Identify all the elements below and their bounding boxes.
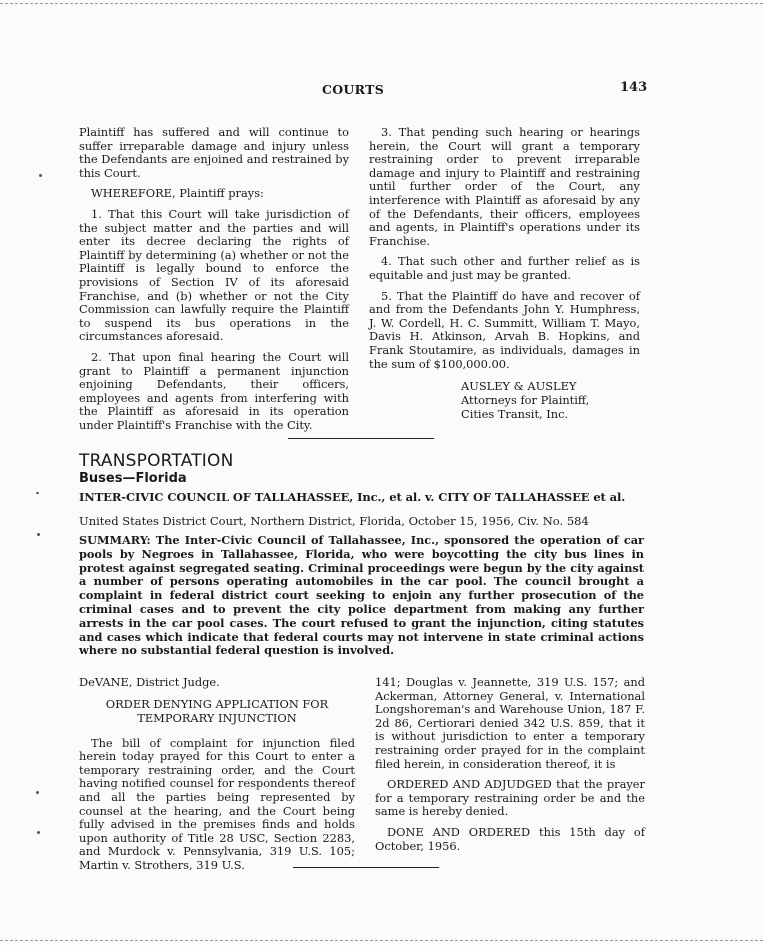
- opinion-left-column: [79, 676, 355, 880]
- paragraph: WHEREFORE, Plaintiff prays:: [91, 186, 264, 201]
- order-heading-line1: ORDER DENYING APPLICATION FOR: [105, 696, 329, 711]
- opinion-right-column: [375, 676, 645, 860]
- case-citation: United States District Court, Northern District, Florida, October 15, 1956, Civ. No. 584: [79, 514, 589, 528]
- running-head: COURTS: [322, 82, 385, 97]
- signature-client: Cities Transit, Inc.: [461, 407, 569, 422]
- judge-name: DeVANE, District Judge.: [79, 675, 220, 689]
- section-subtitle: Buses—Florida: [79, 471, 187, 486]
- scan-speck: [37, 831, 40, 834]
- scan-speck: [36, 492, 39, 494]
- section-title: TRANSPORTATION: [79, 451, 234, 471]
- signature-firm: AUSLEY & AUSLEY: [461, 379, 577, 394]
- order-heading: [79, 697, 355, 725]
- page-top-edge: [0, 3, 763, 4]
- paragraph: 5. That the Plaintiff do have and recover of and from the Defendants John Y. Humphress, J. W. Cordell, H. C. Summitt, William T. Mayo, Davis H. Atkinson, Arvah B. Hopkins, and Frank Stoutamire, as individuals, damages in the sum of $100,000.00.: [369, 288, 640, 371]
- end-divider: [293, 867, 439, 868]
- top-left-column: [79, 126, 349, 439]
- case-title: INTER-CIVIC COUNCIL OF TALLAHASSEE, Inc., et al. v. CITY OF TALLAHASSEE et al.: [79, 490, 626, 504]
- paragraph: ORDERED AND ADJUDGED that the prayer for a temporary restraining order be and the same is hereby denied.: [375, 777, 645, 819]
- paragraph: 141; Douglas v. Jeannette, 319 U.S. 157; and Ackerman, Attorney General, v. International Longshoreman's and Warehouse Union, 187 F. 2d 86, Certiorari denied 342 U.S. 859, that it is without jurisdiction to enter a temporary restraining order prayed for in the complaint filed herein, in consideration thereof, it is: [375, 675, 645, 771]
- scan-speck: [39, 174, 42, 177]
- case-summary: SUMMARY: The Inter-Civic Council of Tallahassee, Inc., sponsored the operation of car pools by Negroes in Tallahassee, Florida, who were boycotting the city bus lines in protest against segregated seating. Criminal proceedings were begun by the city against a number of persons operating automobiles in the car pool. The council brought a complaint in federal district court seeking to enjoin any further prosecution of the criminal cases and to prevent the city police department from making any further arrests in the car pool cases. The court refused to grant the injunction, citing statutes and cases which indicate that federal courts may not intervene in state criminal actions where no substantial federal question is involved.: [79, 533, 644, 658]
- paragraph: Plaintiff has suffered and will continue to suffer irreparable damage and injury unless the Defendants are enjoined and restrained by this Court.: [79, 125, 349, 180]
- paragraph: 2. That upon final hearing the Court will grant to Plaintiff a permanent injunction enjoining Defendants, their officers, employees and agents from interfering with the Plaintiff as aforesaid in its operation under Plaintiff's Franchise with the City.: [79, 349, 349, 432]
- paragraph: The bill of complaint for injunction filed herein today prayed for this Court to enter a temporary restraining order, and the Court having notified counsel for respondents thereof and all the parties being represented by counsel at the hearing, and the Court being fully advised in the premises finds and holds upon authority of Title 28 USC, Section 2283, and Murdock v. Pennsylvania, 319 U.S. 105; Martin v. Strothers, 319 U.S.: [79, 735, 355, 872]
- page-number: 143: [620, 80, 648, 95]
- paragraph: 1. That this Court will take jurisdiction of the subject matter and the parties and will enter its decree declaring the rights of Plaintiff by determining (a) whether or not the Plaintiff is legally bound to enforce the provisions of Section IV of its aforesaid Franchise, and (b) whether or not the City Commission can lawfully require the Plaintiff to suspend its bus operations in the circumstances aforesaid.: [79, 206, 349, 344]
- scan-speck: [36, 791, 39, 794]
- order-heading-line2: TEMPORARY INJUNCTION: [137, 710, 297, 725]
- scan-speck: [37, 533, 40, 536]
- page-bottom-edge: [0, 940, 763, 941]
- paragraph: 4. That such other and further relief as is equitable and just may be granted.: [369, 254, 640, 282]
- signature-block: [461, 379, 640, 421]
- section-divider: [288, 438, 434, 439]
- paragraph: DONE AND ORDERED this 15th day of October, 1956.: [375, 824, 645, 853]
- signature-role: Attorneys for Plaintiff,: [461, 393, 590, 408]
- paragraph: 3. That pending such hearing or hearings herein, the Court will grant a temporary restraining order to prevent irreparable damage and injury to Plaintiff and restraining until further order of the Court, any interference with Plaintiff as aforesaid by any of the Defendants, their officers, employees and agents, in Plaintiff's operations under its Franchise.: [369, 125, 640, 248]
- top-right-column: [369, 126, 640, 421]
